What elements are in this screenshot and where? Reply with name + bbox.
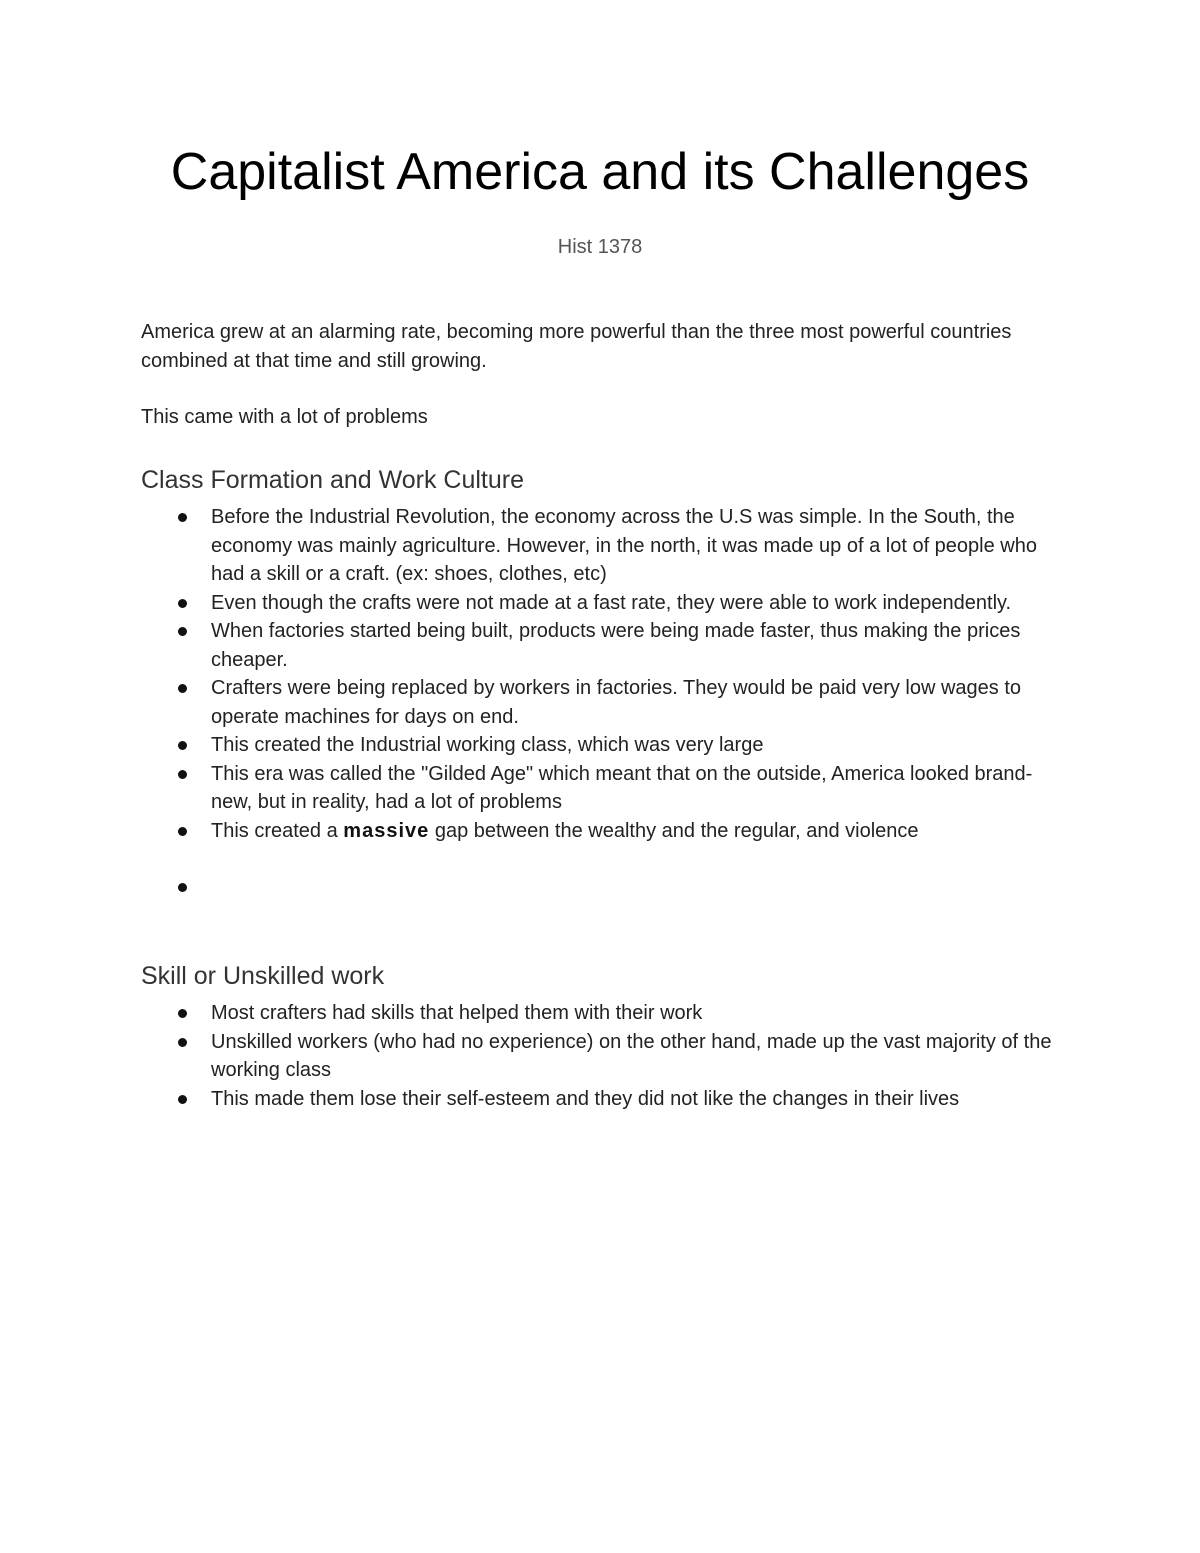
list-item: [141, 760, 1071, 817]
list-item: [141, 731, 1071, 760]
section-heading-skill-work: Skill or Unskilled work: [141, 962, 385, 990]
list-item: [141, 589, 1071, 618]
list-item-text: Crafters were being replaced by workers in factories. They would be paid very low wages to operate machines for days on end.: [211, 677, 1022, 728]
list-item-text: When factories started being built, products were being made faster, thus making the prices cheaper.: [211, 620, 1021, 671]
list-item-text: Even though the crafts were not made at a fast rate, they were able to work independently.: [211, 591, 1012, 614]
list-item: [141, 503, 1071, 589]
bullet-icon: [178, 684, 187, 693]
list-item-text: Most crafters had skills that helped them with their work: [211, 1002, 703, 1024]
bullet-icon: [178, 770, 187, 779]
list-item: [141, 1085, 1071, 1114]
page-title: Capitalist America and its Challenges: [170, 143, 1030, 201]
list-item: [141, 999, 1071, 1028]
list-item-text: This made them lose their self-esteem and they did not like the changes in their lives: [211, 1087, 960, 1110]
list-item-text-before: This created a: [211, 819, 344, 842]
list-item: [141, 817, 1071, 846]
bullet-icon: [178, 1009, 187, 1018]
list-item-text: Unskilled workers (who had no experience) on the other hand, made up the vast majority of the working class: [211, 1030, 1052, 1081]
note-paragraph: This came with a lot of problems: [141, 406, 428, 428]
list-item: [141, 674, 1071, 731]
bullet-icon: [178, 627, 187, 636]
bullet-list-class-formation: [141, 503, 1071, 902]
empty-list-item: [141, 873, 1071, 902]
bullet-icon: [178, 827, 187, 836]
list-item: [141, 617, 1071, 674]
list-item-text: Before the Industrial Revolution, the economy across the U.S was simple. In the South, the economy was mainly agriculture. However, in the north, it was made up of a lot of people who had a skill or a craft. (ex: shoes, clothes, etc): [211, 506, 1037, 585]
bullet-icon: [178, 1095, 187, 1104]
intro-paragraph: America grew at an alarming rate, becoming more powerful than the three most powerful countries combined at that time and still growing.: [141, 321, 1012, 372]
bullet-icon: [178, 1038, 187, 1047]
section-heading-class-formation: Class Formation and Work Culture: [141, 466, 525, 494]
bullet-list-skill-work: [141, 999, 1071, 1113]
bullet-icon: [178, 599, 187, 608]
bullet-icon: [178, 883, 187, 892]
bullet-icon: [178, 513, 187, 522]
list-item-text-after: gap between the wealthy and the regular, and violence: [429, 819, 919, 842]
list-item: [141, 1028, 1071, 1085]
course-code: Hist 1378: [557, 236, 643, 258]
list-item-text: This era was called the "Gilded Age" which meant that on the outside, America looked brand-new, but in reality, had a lot of problems: [211, 762, 1033, 813]
emphasized-word: massive: [343, 819, 430, 842]
list-item-text: This created the Industrial working class, which was very large: [211, 734, 764, 756]
bullet-icon: [178, 741, 187, 750]
